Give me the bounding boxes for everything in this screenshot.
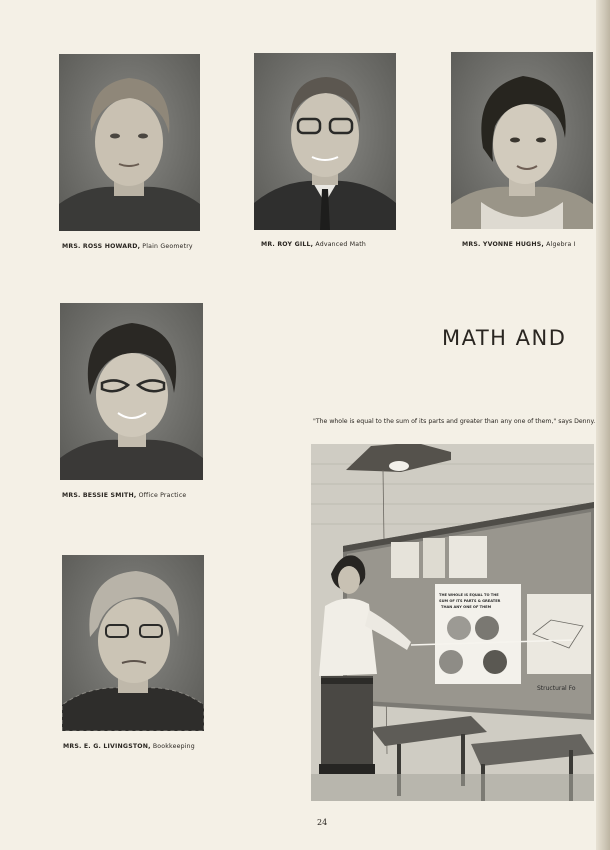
- classroom-image: [311, 444, 594, 801]
- teacher-name: MRS. ROSS HOWARD,: [62, 243, 141, 250]
- portrait-image: [451, 52, 593, 229]
- teacher-subject: Advanced Math: [315, 241, 366, 248]
- caption-yvonne-hughs: [462, 241, 576, 248]
- portrait-bessie-smith: [60, 303, 203, 480]
- portrait-ross-howard: [59, 54, 200, 231]
- section-heading: MATH AND: [442, 326, 567, 350]
- board-text-line3: THAN ANY ONE OF THEM: [441, 605, 492, 609]
- board-sign: Structural Fo: [537, 685, 576, 692]
- classroom-photo-caption: "The whole is equal to the sum of its parts and greater than any one of them," says Denny.: [313, 418, 596, 425]
- page-number: 24: [317, 818, 328, 827]
- teacher-name: MRS. YVONNE HUGHS,: [462, 241, 544, 248]
- caption-ross-howard: [62, 243, 193, 250]
- portrait-image: [254, 53, 396, 230]
- caption-livingston: [63, 743, 195, 750]
- portrait-yvonne-hughs: [451, 52, 593, 229]
- classroom-photo: [311, 444, 594, 801]
- teacher-subject: Office Practice: [138, 492, 187, 499]
- teacher-name: MR. ROY GILL,: [261, 241, 314, 248]
- portrait-image: [60, 303, 203, 480]
- caption-bessie-smith: [62, 492, 186, 499]
- portrait-image: [59, 54, 200, 231]
- portrait-roy-gill: [254, 53, 396, 230]
- caption-roy-gill: [261, 241, 366, 248]
- portrait-livingston: [62, 555, 204, 731]
- teacher-name: MRS. BESSIE SMITH,: [62, 492, 137, 499]
- portrait-image: [62, 555, 204, 731]
- teacher-subject: Algebra I: [546, 241, 576, 248]
- board-text-line1: THE WHOLE IS EQUAL TO THE: [439, 593, 499, 597]
- teacher-name: MRS. E. G. LIVINGSTON,: [63, 743, 151, 750]
- board-text-line2: SUM OF ITS PARTS & GREATER: [439, 599, 501, 603]
- teacher-subject: Bookkeeping: [152, 743, 195, 750]
- teacher-subject: Plain Geometry: [142, 243, 193, 250]
